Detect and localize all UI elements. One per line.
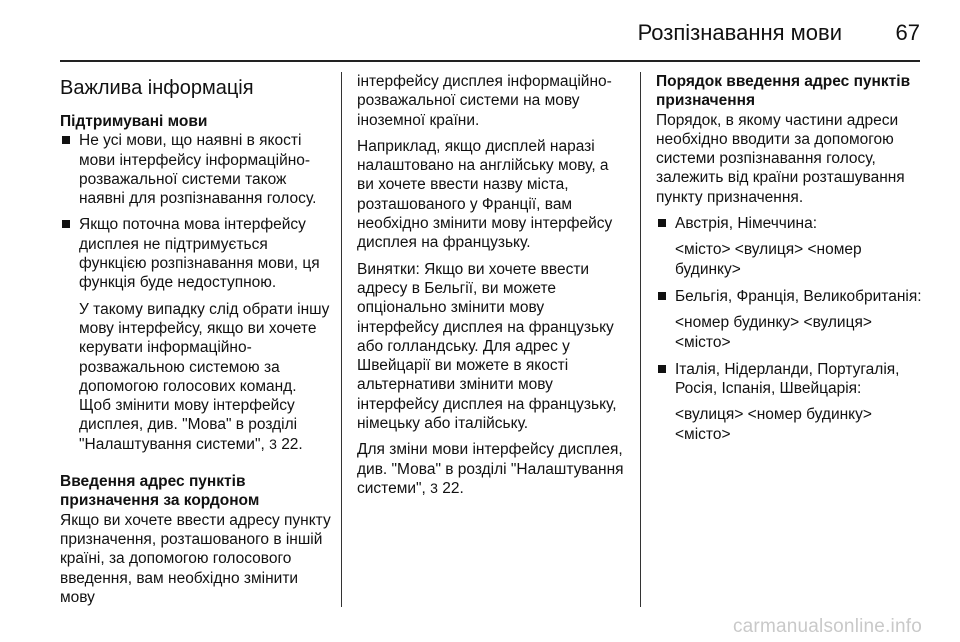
bullet-continuation-text: У такому випадку слід обрати іншу мову інтерфейсу, якщо ви хочете керувати інформаційно-розважальною системою за допомогою голосових команд. Щоб змінити мову інтерфейсу дисплея, див. "Мова" в розділі "Налаштування системи", [79,300,330,453]
section-title: Важлива інформація [60,77,254,99]
list-item [656,360,931,399]
bullet-continuation [60,300,332,454]
page-reference-icon: 3 [269,435,277,452]
list-item [656,214,931,233]
column-divider-2 [640,72,641,607]
address-format: <вулиця> <номер будинку> <місто> [675,406,872,443]
column-3 [656,72,931,452]
foreign-address-heading: Введення адрес пунктів призначення за кордоном [60,473,260,510]
column-2 [357,72,625,505]
foreign-address-text: Якщо ви хочете ввести адресу пункту призначення, розташованого в іншій країні, за допомогою голосового введення, вам необхідно змінити мову [60,511,331,606]
address-order-intro: Порядок, в якому частини адреси необхідно вводити за допомогою системи розпізнавання голосу, залежить від країни розташування пункту призначення. [656,111,905,206]
address-order-list [656,287,931,306]
paragraph: інтерфейсу дисплея інформаційно-розважальної системи на мову іноземної країни. [357,73,612,129]
page-header [0,0,960,62]
list-item: Якщо поточна мова інтерфейсу дисплея не підтримується функцією розпізнавання мови, ця функція буде недоступною. [60,215,332,292]
address-order-list [656,214,931,233]
page-reference-icon: 3 [430,479,438,496]
address-order-list [656,360,931,399]
paragraph: Винятки: Якщо ви хочете ввести адресу в Бельгії, ви можете опціонально змінити мову інтерфейсу дисплея на французьку або голландську. Для адрес у Швейцарії ви можете в якості альтернативи змінити мову інтерфейсу дисплея на французьку, німецьку або італійську. [357,260,617,433]
countries: Італія, Нідерланди, Португалія, Росія, Іспанія, Швейцарія: [675,360,900,398]
address-format: <місто> <вулиця> <номер будинку> [675,241,862,278]
page-number: 67 [895,20,920,45]
list-item [656,287,931,306]
supported-languages-heading: Підтримувані мови [60,113,208,130]
header-title: Розпізнавання мови [637,20,842,45]
countries: Бельгія, Франція, Великобританія: [675,287,922,305]
page-reference: 22. [281,435,303,453]
watermark: carmanualsonline.info [732,616,922,637]
paragraph-text: Для зміни мови інтерфейсу дисплея, див. "Мова" в розділі "Налаштування системи", [357,441,624,497]
address-format: <номер будинку> <вулиця> <місто> [675,314,872,351]
column-1 [60,72,332,614]
column-divider-1 [341,72,342,607]
paragraph: Наприклад, якщо дисплей наразі налаштовано на англійську мову, а ви хочете ввести назву міста, розташованого у Франції, вам необхідно змінити мову інтерфейсу дисплея на французьку. [357,137,613,252]
page-reference: 22. [442,479,464,497]
supported-languages-list [60,131,332,292]
header-rule [60,60,920,62]
paragraph [357,440,625,498]
list-item: Не усі мови, що наявні в якості мови інтерфейсу інформаційно-розважальної системи також наявні для розпізнавання голосу. [60,131,332,208]
address-order-heading: Порядок введення адрес пунктів призначення [656,73,911,110]
countries: Австрія, Німеччина: [675,215,818,233]
